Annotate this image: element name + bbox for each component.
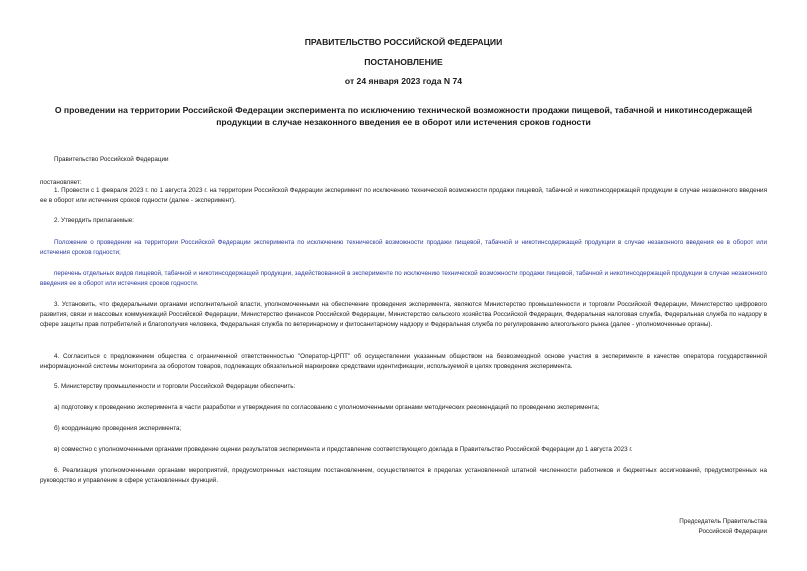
paragraph-5b: б) координацию проведения эксперимента; [54, 425, 182, 432]
document-type-heading: ПОСТАНОВЛЕНИЕ [364, 57, 443, 67]
paragraph-5a: а) подготовку к проведению эксперимента в части разработки и утверждения по согласованию с уполномоченными органами методических рекомендаций по проведению эксперимента; [54, 404, 600, 411]
issuer-heading: ПРАВИТЕЛЬСТВО РОССИЙСКОЙ ФЕДЕРАЦИИ [304, 37, 503, 47]
document-title: О проведении на территории Российской Федерации эксперимента по исключению технической возможности продажи пищевой, табачной и никотинсодержащей продукции в случае незаконного введения ее в оборот или истечения сроков годности [54, 105, 753, 127]
paragraph-6: 6. Реализация уполномоченными органами мероприятий, предусмотренных настоящим постановлением, осуществляется в пределах установленной штатной численности работников и бюджетных ассигнований, предусмотренных на руководство и управление в сфере установленных функций. [40, 467, 767, 484]
date-number-heading: от 24 января 2023 года N 74 [344, 76, 463, 86]
intro-paragraph: Правительство Российской Федерации [54, 156, 169, 163]
signature-block [679, 517, 767, 537]
paragraph-5: 5. Министерству промышленности и торговли Российской Федерации обеспечить: [54, 383, 296, 390]
paragraph-2: 2. Утвердить прилагаемые: [54, 217, 134, 224]
regulation-link[interactable]: Положение о проведении на территории Российской Федерации эксперимента по исключению технической возможности продажи пищевой, табачной и никотинсодержащей продукции в случае незаконного введения ее в оборот или истечения сроков годности; [40, 239, 767, 256]
signature-line-1: Председатель Правительства [679, 518, 767, 525]
resolves-paragraph: постановляет: [40, 179, 82, 186]
signature-line-2: Российской Федерации [698, 528, 767, 535]
paragraph-4: 4. Согласиться с предложением общества с ограниченной ответственностью "Оператор-ЦРПТ" об осуществлении указанным обществом на безвозмездной основе участия в эксперименте в качестве оператора государственной информационной системы мониторинга за оборотом товаров, подлежащих обязательной маркировке средствами идентификации, используемой в целях проведения эксперимента. [40, 353, 767, 370]
paragraph-1: 1. Провести с 1 февраля 2023 г. по 1 августа 2023 г. на территории Российской Федерации эксперимент по исключению технической возможности продажи пищевой, табачной и никотинсодержащей продукции в случае незаконного введения ее в оборот или истечения сроков годности (далее - эксперимент). [40, 187, 767, 204]
product-list-link[interactable]: перечень отдельных видов пищевой, табачной и никотинсодержащей продукции, задействованной в эксперименте по исключению технической возможности продажи пищевой, табачной и никотинсодержащей продукции в случае незаконного введения ее в оборот или истечения сроков годности. [40, 270, 767, 287]
paragraph-3: 3. Установить, что федеральными органами исполнительной власти, уполномоченными на обеспечение проведения эксперимента, являются Министерство промышленности и торговли Российской Федерации, Министерство цифрового развития, связи и массовых коммуникаций Российской Федерации, Министерство финансов Российской Федерации, Министерство сельского хозяйства Российской Федерации, Федеральная налоговая служба, Федеральная служба по надзору в сфере защиты прав потребителей и благополучия человека, Федеральная служба по ветеринарному и фитосанитарному надзору и Федеральная служба по регулированию алкогольного рынка (далее - уполномоченные органы). [40, 301, 767, 328]
paragraph-5c: в) совместно с уполномоченными органами проведение оценки результатов эксперимента и представление соответствующего доклада в Правительство Российской Федерации до 1 августа 2023 г. [54, 446, 633, 453]
